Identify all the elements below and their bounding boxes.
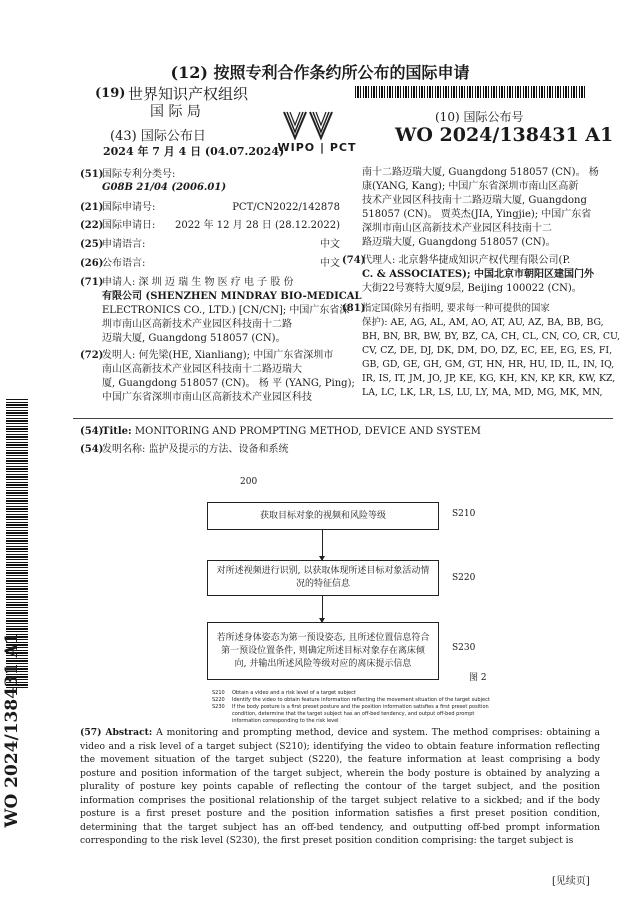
- legend-id: S230: [212, 704, 225, 710]
- legend-text: If the body posture is a first preset posture and the position information satisfies a first preset position: [232, 704, 489, 710]
- side-pub-no: WO 2024/138431 A1: [2, 632, 22, 828]
- title-chinese: [80, 443, 600, 457]
- barcode-top: [355, 86, 585, 98]
- field-51-label: 国际专利分类号:: [102, 169, 176, 180]
- flow-step-id: S210: [452, 509, 476, 519]
- abstract: [80, 726, 600, 848]
- flow-box-s230: [207, 622, 439, 680]
- field-22: [80, 219, 340, 233]
- field-22-value: 2022 年 12 月 28 日 (28.12.2022): [174, 220, 340, 231]
- field-74: [342, 254, 604, 296]
- field-21-value: PCT/CN2022/142878: [232, 202, 340, 213]
- separator-line: [73, 418, 613, 419]
- legend-line: [212, 704, 490, 711]
- field-51-value: [102, 181, 226, 195]
- field-21-code: (21): [80, 202, 104, 213]
- title-code: (54): [80, 426, 104, 437]
- flow-step-text: 若所述身体姿态为第一预设姿态, 且所述位置信息符合第一预设位置条件, 则确定所述目标对象存在离床倾向, 并输出所述风险等级对应的离床提示信息: [216, 632, 430, 669]
- inventor-cont-line: 技术产业园区科技南十二路迈瑞大厦, Guangdong: [362, 195, 587, 206]
- field-26-code: (26): [80, 258, 104, 269]
- wipo-logo: [262, 108, 372, 156]
- states-line: 指定国(除另有指明, 要求每一种可提供的国家: [362, 303, 550, 314]
- field-21-label: 国际申请号:: [102, 202, 156, 213]
- inventor-cont-line: 康(YANG, Kang); 中国广东省深圳市南山区高新: [362, 181, 579, 192]
- field-21: [80, 201, 340, 215]
- abstract-label: Abstract:: [105, 727, 153, 738]
- field-72: [80, 349, 355, 405]
- flow-box-s210: [207, 502, 439, 530]
- field-25-label: 申请语言:: [102, 239, 146, 250]
- continued-note: [见续页]: [552, 876, 590, 887]
- inventor-cont-line: 深圳市南山区高新技术产业园区科技南十二: [362, 223, 552, 234]
- field-25: [80, 238, 340, 252]
- legend-line: [212, 697, 490, 704]
- title-english: [80, 425, 600, 439]
- states-line: IR, IS, IT, JM, JO, JP, KE, KG, KH, KN, KP, KR, KW, KZ,: [362, 373, 616, 384]
- field-74-body: [362, 254, 604, 296]
- flow-step-text: 获取目标对象的视频和风险等级: [259, 510, 386, 521]
- org-code-text: (19): [95, 86, 126, 101]
- abstract-code: (57): [80, 727, 102, 738]
- field-81-code: (81): [342, 303, 366, 314]
- field-51-value-text: G08B 21/04 (2006.01): [102, 182, 227, 193]
- states-line: CV, CZ, DE, DJ, DK, DM, DO, DZ, EC, EE, EG, ES, FI,: [362, 345, 613, 356]
- states-line: 保护): AE, AG, AL, AM, AO, AT, AU, AZ, BA, BB, BG,: [362, 317, 604, 328]
- applicant-line: 迈瑞大厦, Guangdong 518057 (CN)。: [102, 333, 286, 344]
- applicant-line: 有限公司 (SHENZHEN MINDRAY BIO-MEDICAL: [102, 291, 362, 302]
- field-26: [80, 257, 340, 271]
- inventor-line: 南山区高新技术产业园区科技南十二路迈瑞大: [102, 364, 302, 375]
- legend-id: S220: [212, 697, 225, 703]
- agent-line: C. & ASSOCIATES); 中国北京市朝阳区建国门外: [362, 269, 594, 280]
- applicant-line: 圳市南山区高新技术产业园区科技南十二路: [102, 319, 292, 330]
- legend-line: [212, 718, 490, 725]
- title-en-text: MONITORING AND PROMPTING METHOD, DEVICE AND SYSTEM: [134, 426, 481, 437]
- legend-text: Obtain a video and a risk level of a target subject: [232, 690, 356, 696]
- flow-step-id: S230: [452, 643, 476, 653]
- agent-line: 大街22号赛特大厦9层, Beijing 100022 (CN)。: [362, 283, 582, 294]
- states-line: LA, LC, LK, LR, LS, LU, LY, MA, MD, MG, MK, MN,: [362, 387, 603, 398]
- legend-text: condition, determine that the target subject has an off-bed tendency, and output off-bed prompt: [232, 711, 475, 717]
- inventor-line: 发明人: 何先梁(HE, Xianliang); 中国广东省深圳市: [102, 350, 334, 361]
- legend-line: [212, 690, 490, 697]
- legend-text: information corresponding to the risk level: [232, 718, 339, 724]
- abstract-text: A monitoring and prompting method, device and system. The method comprises: obtaining a video and a risk level of a target subject (S210); identifying the video to obtain feature information reflecting the movement situation of the target subject (S220), the feature information at least comprising a body posture and position information of the target subject, wherein the body posture is obtained by analyzing a plurality of posture key points capable of reflecting the contour of the target subject, and the position information comprises the positional relationship of the target subject relative to a sickbed; and if the body posture is a first preset posture and the position information satisfies a first preset position condition, determining that the target subject has an off-bed tendency, and outputting off-bed prompt information corresponding to the risk level (S230), the first preset position condition comprising: the target subject is: [80, 727, 601, 846]
- flow-step-id: S220: [452, 573, 476, 583]
- pub-date-label: (43) 国际公布日: [110, 129, 206, 144]
- flow-arrow: [322, 596, 323, 622]
- agent-line: 代理人: 北京磐华捷成知识产权代理有限公司(P.: [362, 255, 571, 266]
- legend-id: S210: [212, 690, 225, 696]
- field-25-code: (25): [80, 239, 104, 250]
- figure-label: 图 2: [469, 673, 487, 683]
- states-line: GB, GD, GE, GH, GM, GT, HN, HR, HU, ID, IL, IN, IQ,: [362, 359, 615, 370]
- pub-date-value: 2024 年 7 月 4 日 (04.07.2024): [103, 145, 285, 158]
- field-81-body: [362, 302, 621, 400]
- inventor-cont-line: 南十二路迈瑞大厦, Guangdong 518057 (CN)。 杨: [362, 167, 599, 178]
- field-26-label: 公布语言:: [102, 258, 146, 269]
- field-51-code: (51): [80, 169, 104, 180]
- pub-no-label: (10) 国际公布号: [435, 110, 524, 124]
- applicant-line: ELECTRONICS CO., LTD.) [CN/CN]; 中国广东省深: [102, 305, 350, 316]
- org-name: 世界知识产权组织: [128, 85, 249, 103]
- inventor-cont-line: 518057 (CN)。 贾英杰(JIA, Yingjie); 中国广东省: [362, 209, 592, 220]
- legend-text: Identify the video to obtain feature information reflecting the movement situation of the target subject: [232, 697, 490, 703]
- field-74-code: (74): [342, 255, 366, 266]
- org-code: [95, 86, 125, 101]
- title-en-label: Title:: [102, 426, 132, 437]
- figure-number: 200: [240, 477, 258, 487]
- field-51: [80, 168, 340, 182]
- field-71-code: (71): [80, 277, 104, 288]
- flow-step-text: 对所述视频进行识别, 以获取体现所述目标对象活动情况的特征信息: [216, 566, 430, 589]
- inventor-cont-line: 路迈瑞大厦, Guangdong 518057 (CN)。: [362, 237, 556, 248]
- field-22-label: 国际申请日:: [102, 220, 156, 231]
- title-zh-text: 监护及提示的方法、设备和系统: [148, 444, 289, 455]
- title-zh-code: (54): [80, 444, 104, 455]
- inventor-line: 厦, Guangdong 518057 (CN)。 杨 平 (YANG, Ping);: [102, 378, 355, 389]
- field-22-code: (22): [80, 220, 104, 231]
- field-72-code: (72): [80, 350, 104, 361]
- legend-line: [212, 711, 490, 718]
- inventor-line: 中国广东省深圳市南山区高新技术产业园区科技: [102, 392, 312, 403]
- figure-legend: [212, 690, 490, 725]
- states-line: BH, BN, BR, BW, BY, BZ, CA, CH, CL, CN, CO, CR, CU,: [362, 331, 621, 342]
- field-72-body: [102, 349, 355, 405]
- flow-box-s220: [207, 560, 439, 596]
- org-bureau: 国 际 局: [150, 104, 201, 120]
- document-title: (12) 按照专利合作条约所公布的国际申请: [170, 63, 470, 82]
- title-zh-label: 发明名称:: [102, 444, 146, 455]
- applicant-line: 申请人: 深 圳 迈 瑞 生 物 医 疗 电 子 股 份: [102, 277, 294, 288]
- wipo-text: WIPO | PCT: [277, 141, 357, 154]
- field-81: [342, 302, 621, 400]
- field-25-value: 中文: [320, 239, 340, 250]
- pub-no-value: WO 2024/138431 A1: [395, 124, 614, 146]
- inventors-continued: [362, 166, 602, 250]
- field-26-value: 中文: [320, 258, 340, 269]
- flow-arrow: [322, 530, 323, 560]
